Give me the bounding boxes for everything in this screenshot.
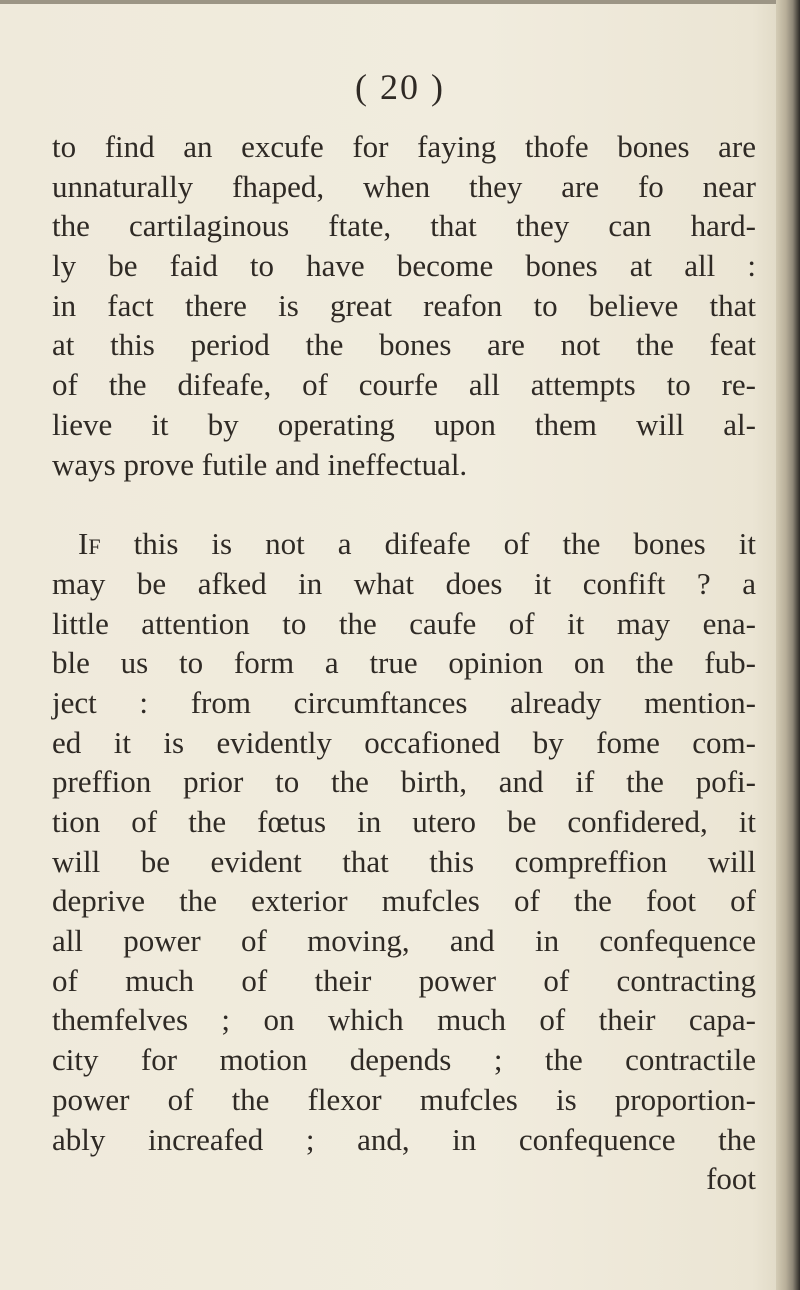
text-line: may be afked in what does it confift ? a bbox=[52, 565, 756, 601]
first-line-rest: this is not a difeafe of the bones it bbox=[100, 526, 756, 562]
text-line: preffion prior to the birth, and if the pofi- bbox=[52, 764, 756, 800]
text-line: little attention to the caufe of it may ena- bbox=[52, 605, 756, 641]
paragraph-first-line bbox=[52, 524, 756, 564]
text-line: ble us to form a true opinion on the fub- bbox=[52, 645, 756, 681]
text-line: ly be faid to have become bones at all : bbox=[52, 248, 756, 284]
lead-word: If bbox=[78, 526, 101, 562]
page-top-border bbox=[0, 0, 800, 4]
text-line: of much of their power of contracting bbox=[52, 962, 756, 998]
body-text bbox=[52, 127, 756, 1199]
text-line: to find an excufe for faying thofe bones are bbox=[52, 129, 756, 164]
text-line: at this period the bones are not the feat bbox=[52, 327, 756, 363]
text-line: tion of the fœtus in utero be confidered, it bbox=[52, 804, 756, 839]
text-line: lieve it by operating upon them will al- bbox=[52, 406, 756, 442]
text-line: will be evident that this compreffion will bbox=[52, 843, 756, 879]
text-line: city for motion depends ; the contractile bbox=[52, 1042, 756, 1078]
text-line: ways prove futile and ineffectual. bbox=[52, 446, 468, 482]
text-line: power of the flexor mufcles is proportion- bbox=[52, 1081, 756, 1117]
text-line: ed it is evidently occafioned by fome com- bbox=[52, 724, 756, 760]
page-number: ( 20 ) bbox=[355, 67, 445, 107]
text-line: unnaturally fhaped, when they are fo near bbox=[52, 168, 756, 204]
text-line: deprive the exterior mufcles of the foot of bbox=[52, 883, 756, 919]
text-line: in fact there is great reafon to believe that bbox=[52, 287, 756, 323]
text-line: of the difeafe, of courfe all attempts to re- bbox=[52, 367, 756, 403]
page-edge-shadow bbox=[776, 0, 800, 1290]
text-line: themfelves ; on which much of their capa- bbox=[52, 1002, 756, 1038]
text-line: ject : from circumftances already mention- bbox=[52, 684, 756, 720]
catchword: foot bbox=[706, 1161, 756, 1197]
text-line: ably increafed ; and, in confequence the bbox=[52, 1121, 756, 1157]
text-line: the cartilaginous ftate, that they can hard- bbox=[52, 208, 756, 244]
text-line: all power of moving, and in confequence bbox=[52, 923, 756, 959]
